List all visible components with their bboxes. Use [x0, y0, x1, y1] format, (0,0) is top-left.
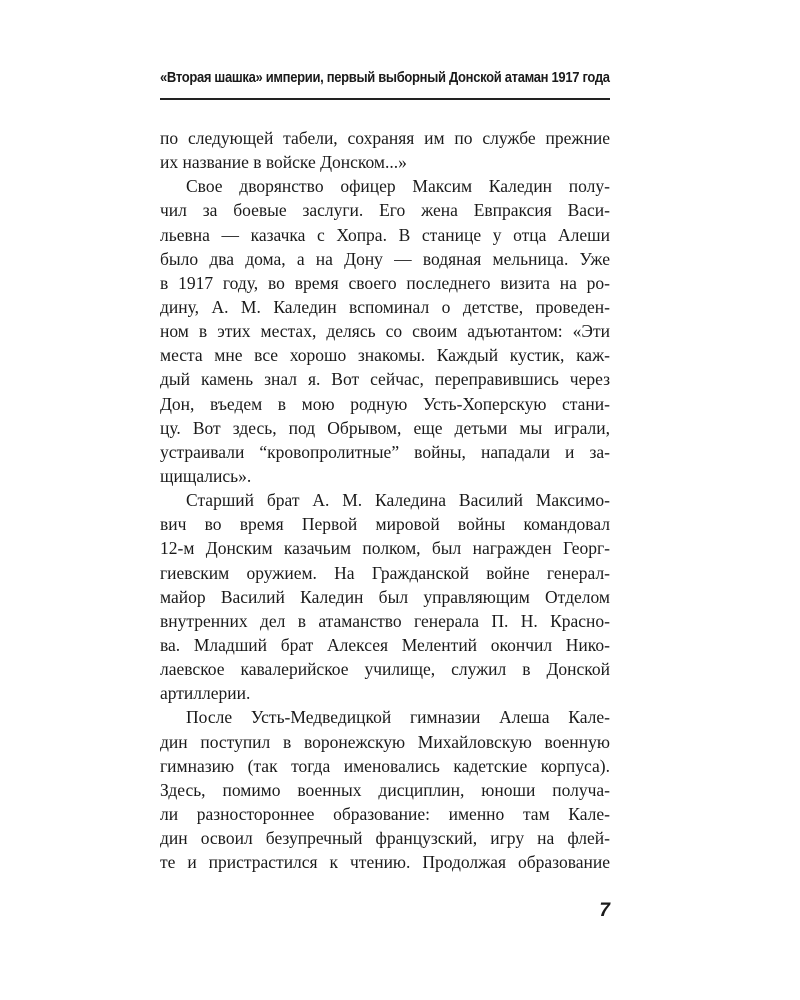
- text-line: в 1917 году, во время своего последнего визита на ро-: [160, 272, 610, 293]
- text-line: ли разностороннее образование: именно там Кале-: [160, 803, 610, 824]
- text-line: После Усть-Медведицкой гимназии Алеша Кале-: [186, 707, 610, 728]
- text-line: места мне все хорошо знакомы. Каждый кустик, каж-: [160, 345, 610, 366]
- text-line: по следующей табели, сохраняя им по службе прежние: [160, 128, 610, 148]
- text-line: майор Василий Каледин был управляющим Отделом: [160, 586, 610, 607]
- text-line: ва. Младший брат Алексея Мелентий окончил Нико-: [160, 634, 610, 655]
- page-number: 7: [599, 900, 610, 921]
- running-header: [160, 62, 610, 102]
- text-line: внутренних дел в атаманство генерала П. Н. Красно-: [160, 610, 610, 631]
- text-line: дин освоил безупречный французский, игру на флей-: [160, 828, 610, 849]
- text-line: дину, А. М. Каледин вспоминал о детстве, проведен-: [160, 296, 610, 317]
- text-line: чил за боевые заслуги. Его жена Евпраксия Васи-: [160, 200, 610, 221]
- text-line: гимназию (так тогда именовались кадетские корпуса).: [160, 755, 610, 776]
- text-line: дый камень знал я. Вот сейчас, переправившись через: [160, 369, 610, 390]
- text-line: льевна — казачка с Хопра. В станице у отца Алеши: [160, 224, 610, 245]
- text-line: Свое дворянство офицер Максим Каледин полу-: [186, 176, 610, 197]
- text-line: их название в войске Донском...»: [160, 152, 407, 173]
- text-line: Здесь, помимо военных дисциплин, юноши получа-: [160, 779, 610, 800]
- text-line: дин поступил в воронежскую Михайловскую военную: [160, 731, 610, 752]
- text-line: вич во время Первой мировой войны командовал: [160, 514, 610, 535]
- text-line: гиевским оружием. На Гражданской войне генерал-: [160, 562, 610, 583]
- text-line: Старший брат А. М. Каледина Василий Максимо-: [186, 490, 610, 511]
- text-line: артиллерии.: [160, 683, 251, 704]
- text-line: устраивали “кровопролитные” войны, нападали и за-: [160, 441, 610, 462]
- running-title: «Вторая шашка» империи, первый выборный Донской атаман 1917 года: [160, 70, 610, 86]
- text-line: ном в этих местах, делясь со своим адъютантом: «Эти: [160, 321, 610, 342]
- text-line: было два дома, а на Дону — водяная мельница. Уже: [160, 248, 610, 269]
- text-line: щищались».: [160, 465, 252, 486]
- body-text: [160, 126, 610, 874]
- text-line: лаевское кавалерийское училище, служил в Донской: [160, 659, 610, 680]
- text-line: цу. Вот здесь, под Обрывом, еще детьми мы играли,: [160, 417, 610, 438]
- text-line: Дон, въедем в мою родную Усть-Хоперскую стани-: [160, 393, 610, 414]
- text-line: те и пристрастился к чтению. Продолжая образование: [160, 852, 610, 873]
- header-rule: [160, 98, 610, 100]
- text-line: 12-м Донским казачьим полком, был награжден Георг-: [160, 538, 610, 559]
